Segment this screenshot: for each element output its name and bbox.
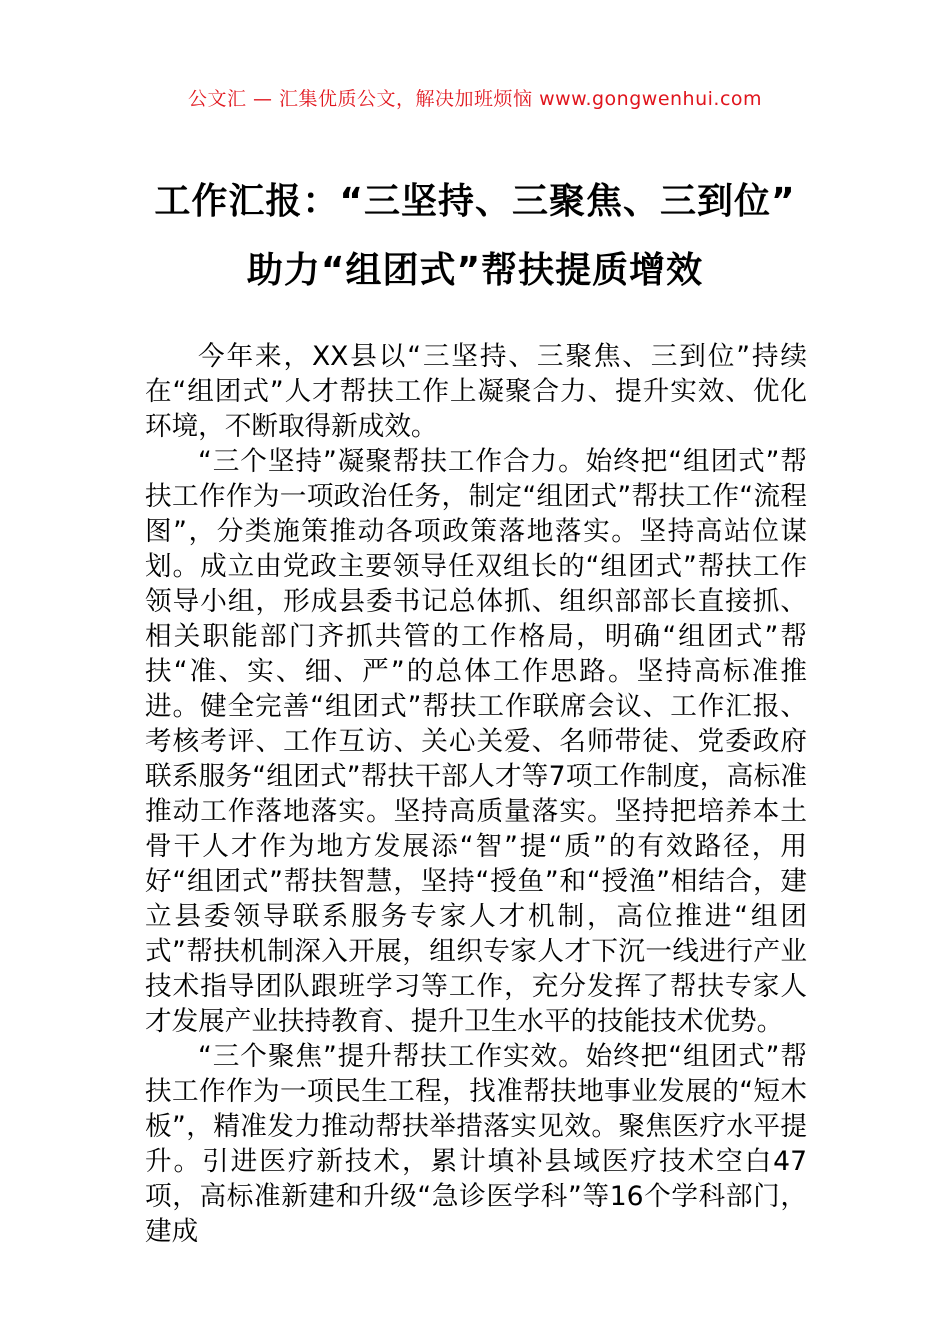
document-title-line-2: 助力“组团式”帮扶提质增效	[246, 250, 704, 291]
paragraph-three-persistence: “三个坚持”凝聚帮扶工作合力。始终把“组团式”帮扶工作作为一项政治任务，制定“组团式”帮扶工作“流程图”，分类施策推动各项政策落地落实。坚持高站位谋划。成立由党政主要领导任双组长的“组团式”帮扶工作领导小组，形成县委书记总体抓、组织部部长直接抓、相关职能部门齐抓共管的工作格局，明确“组团式”帮扶“准、实、细、严”的总体工作思路。坚持高标准推进。健全完善“组团式”帮扶工作联席会议、工作汇报、考核考评、工作互访、关心关爱、名师带徒、党委政府联系服务“组团式”帮扶干部人才等7项工作制度，高标准推动工作落地落实。坚持高质量落实。坚持把培养本土骨干人才作为地方发展添“智”提“质”的有效路径，用好“组团式”帮扶智慧，坚持“授鱼”和“授渔”相结合，建立县委领导联系服务专家人才机制，高位推进“组团式”帮扶机制深入开展，组织专家人才下沉一线进行产业技术指导团队跟班学习等工作，充分发挥了帮扶专家人才发展产业扶持教育、提升卫生水平的技能技术优势。	[145, 446, 807, 1037]
paragraph-three-focus: “三个聚焦”提升帮扶工作实效。始终把“组团式”帮扶工作作为一项民生工程，找准帮扶地事业发展的“短木板”，精准发力推动帮扶举措落实见效。聚焦医疗水平提升。引进医疗新技术，累计填补县域医疗技术空白47项，高标准新建和升级“急诊医学科”等16个学科部门，建成	[145, 1041, 807, 1247]
document-body	[145, 339, 807, 1249]
document-title-line-1: 工作汇报：“三坚持、三聚焦、三到位”	[154, 181, 796, 222]
paragraph-intro: 今年来，XX县以“三坚持、三聚焦、三到位”持续在“组团式”人才帮扶工作上凝聚合力、提升实效、优化环境，不断取得新成效。	[145, 341, 807, 442]
site-banner: 公文汇 — 汇集优质公文，解决加班烦恼 www.gongwenhui.com	[187, 88, 763, 110]
